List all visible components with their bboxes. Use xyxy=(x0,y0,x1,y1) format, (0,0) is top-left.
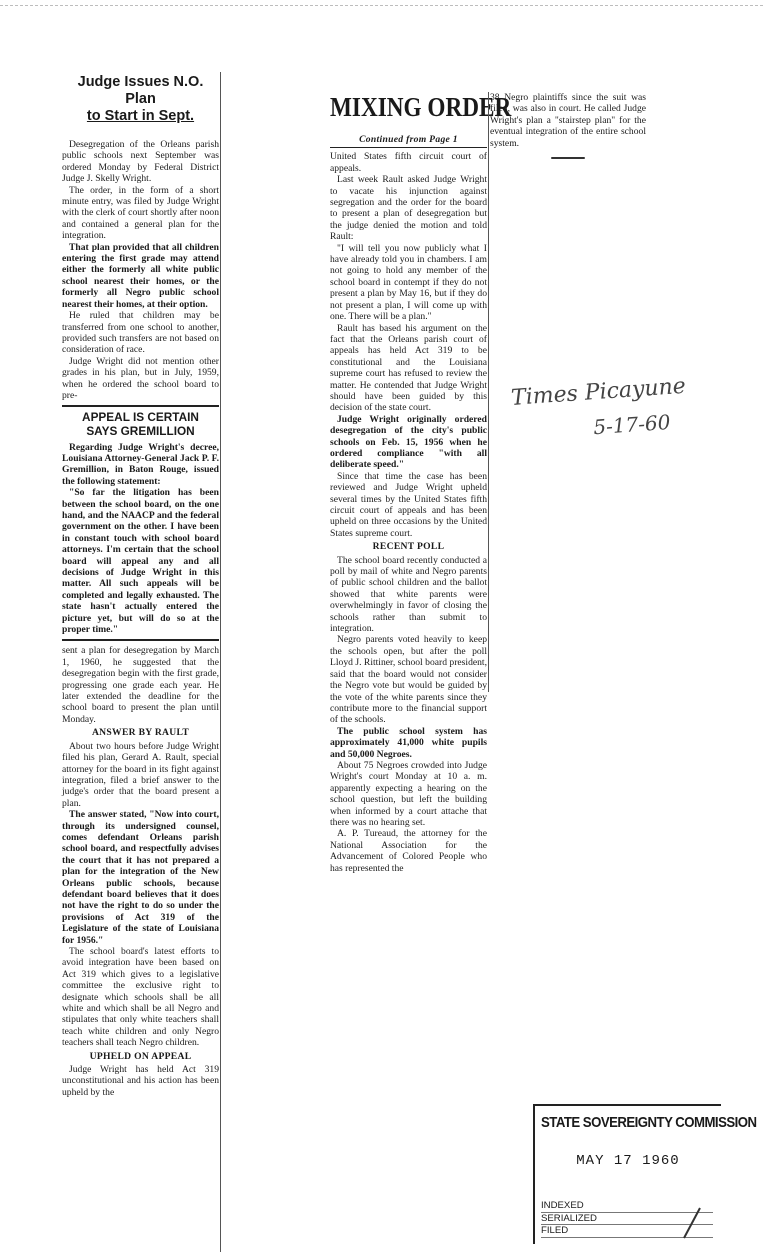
paragraph-bold: Judge Wright originally ordered desegregation of the city's public schools on Feb. 15, 1956 when he ordered compliance "with all deliberate speed." xyxy=(330,413,487,471)
end-mark xyxy=(490,153,646,163)
paragraph: Desegregation of the Orleans parish public schools next September was ordered Monday by Federal District Judge J. Skelly Wright. xyxy=(62,139,219,185)
box-heading-line-1: APPEAL IS CERTAIN xyxy=(82,410,199,425)
paragraph: Since that time the case has been reviewed and Judge Wright upheld several times by the United States fifth circuit court of appeals and has been upheld on three occasions by the United States supreme court. xyxy=(330,470,487,539)
box-paragraph: Regarding Judge Wright's decree, Louisiana Attorney-General Jack P. F. Gremillion, in Baton Rouge, issued the following statement: xyxy=(62,441,219,487)
stamp-field-serialized: SERIALIZED xyxy=(541,1213,713,1226)
paragraph: The school board recently conducted a poll by mail of white and Negro parents of public school children and the ballot showed that white parents were overwhelmingly in favor of closing the schools rather than submit to integration. xyxy=(330,554,487,635)
paragraph: Judge Wright has held Act 319 unconstitutional and his action has been upheld by the xyxy=(62,1064,219,1098)
paragraph-bold: The answer stated, "Now into court, through its undersigned counsel, comes defendant Orleans parish school board, and respectfully advises the court that it has not prepared a plan for the integration of the New Orleans public schools, because defendant board believes that it does not have the right to do so under the provisions of Act 319 of the Legislature of the state of Louisiana for 1956." xyxy=(62,809,219,946)
handwritten-source: Times Picayune xyxy=(510,373,687,411)
box-heading xyxy=(62,411,219,438)
paragraph-bold: That plan provided that all children entering the first grade may attend either the formerly all white public school nearest their homes, or the formerly all Negro public school nearest their homes, at their option. xyxy=(62,241,219,310)
box-top-rule xyxy=(62,405,219,407)
paragraph: Rault has based his argument on the fact that the Orleans parish court of appeals has held Act 319 to be constitutional and the Louisiana supreme court has refused to review the matter. He contended that Judge Wright should have been guided by this decision of the state court. xyxy=(330,322,487,414)
handwritten-date: 5-17-60 xyxy=(592,409,672,440)
paragraph: A. P. Tureaud, the attorney for the National Association for the Advancement of Colored People who has represented the xyxy=(330,828,487,874)
subhead-upheld-on-appeal: UPHELD ON APPEAL xyxy=(89,1050,192,1062)
handwritten-note xyxy=(510,370,689,450)
paragraph: The order, in the form of a short minute entry, was filed by Judge Wright with the clerk of court shortly after noon and contained a general plan for the integration. xyxy=(62,184,219,242)
paragraph: 38 Negro plaintiffs since the suit was filed, was also in court. He called Judge Wright's plan a "stairstep plan" for the eventual integration of the entire school system. xyxy=(490,92,646,149)
stamp-field-indexed: INDEXED xyxy=(541,1200,713,1213)
subhead-answer-by-rault: ANSWER BY RAULT xyxy=(91,727,190,739)
left-headline xyxy=(62,74,219,125)
stamp-title: STATE SOVEREIGNTY COMMISSION xyxy=(541,1114,757,1131)
column-divider-middle xyxy=(488,92,489,692)
paragraph-bold: The public school system has approximately 41,000 white pupils and 50,000 Negroes. xyxy=(330,725,487,760)
paragraph: sent a plan for desegregation by March 1, 1960, he suggested that the desegregation begin with the first grade, progressing one grade each year. He later extended the deadline for the school board to present the plan until Monday. xyxy=(62,645,219,725)
left-article xyxy=(62,74,219,1098)
paragraph: Judge Wright did not mention other grades in his plan, but in July, 1959, when he ordered the school board to pre- xyxy=(62,355,219,401)
paragraph: Last week Rault asked Judge Wright to vacate his injunction against segregation and the order for the board to present a plan of desegregation but the judge denied the motion and told Rault: xyxy=(330,174,487,243)
paragraph: The school board's latest efforts to avoid integration have been based on Act 319 which gives to a legislative committee the exclusive right to designate which schools shall be all white and which shall be all Negro and stipulates that only white teachers shall teach white children and only Negro teachers shall teach Negro children. xyxy=(62,946,219,1049)
continued-line: Continued from Page 1 xyxy=(359,134,458,145)
box-bottom-rule xyxy=(62,639,219,641)
stamp-date: MAY 17 1960 xyxy=(576,1153,680,1169)
left-headline-line-1: Judge Issues N.O. Plan xyxy=(77,74,204,107)
box-paragraph: "So far the litigation has been between the school board, on the one hand, and the NAACP and the federal government on the other. I have been in constant touch with school board attorneys. I'm certain that the school board will appeal any and all decisions of Judge Wright in this matter. All such appeals will be completed and legally exhausted. The state hasn't actually entered the picture yet, but will do so at the proper time." xyxy=(62,487,219,636)
paragraph: "I will tell you now publicly what I have already told you in chambers. I am not going to hold any member of the school board in contempt if they do not present a plan by May 16, but if they do not present a plan, I will come up with one. There will be a plan." xyxy=(330,242,487,323)
sovereignty-commission-stamp xyxy=(533,1104,757,1244)
top-dashed-border xyxy=(0,5,763,6)
column-divider-left xyxy=(220,72,221,1252)
paragraph: United States fifth circuit court of appeals. xyxy=(330,151,487,174)
box-heading-line-2: SAYS GREMILLION xyxy=(86,423,195,438)
left-headline-line-2: to Start in Sept. xyxy=(86,108,195,124)
paragraph: He ruled that children may be transferred from one school to another, provided such transfers are not based on consideration of race. xyxy=(62,310,219,356)
middle-article xyxy=(330,92,512,874)
right-article xyxy=(490,92,646,163)
stamp-field-filed: FILED xyxy=(541,1225,713,1238)
subhead-recent-poll: RECENT POLL xyxy=(372,541,445,553)
middle-headline: MIXING ORDER xyxy=(330,92,512,122)
paragraph: About two hours before Judge Wright filed his plan, Gerard A. Rault, special attorney for the board in its fight against integration, filed a brief answer to the judge's order that the board present a plan. xyxy=(62,740,219,809)
paragraph: About 75 Negroes crowded into Judge Wright's court Monday at 10 a. m. apparently expecting a hearing on the school question, but left the building when informed by a court attache that there was no hearing set. xyxy=(330,759,487,828)
continued-rule xyxy=(330,147,487,148)
paragraph: Negro parents voted heavily to keep the schools open, but after the poll Lloyd J. Rittiner, school board president, said that the board would not consider the Negro vote but would be guided by the vote of the white parents since they contribute more to the financial support of the schools. xyxy=(330,634,487,726)
